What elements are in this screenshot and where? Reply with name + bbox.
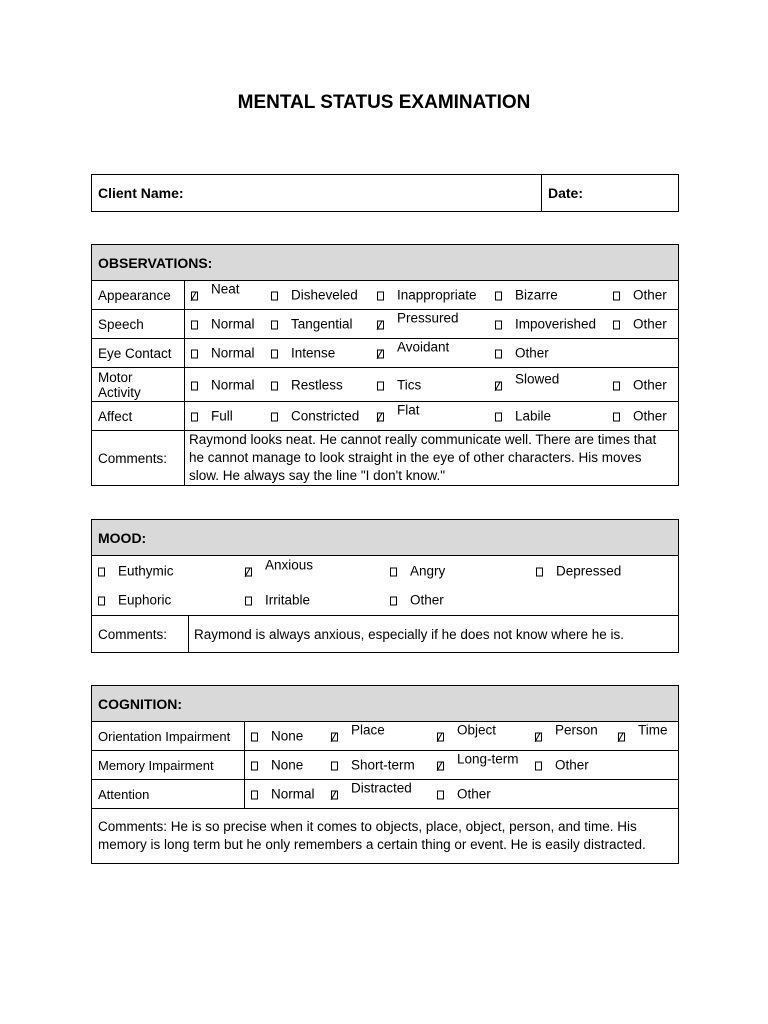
option-label: Labile [515, 408, 552, 424]
option-label: Inappropriate [397, 287, 477, 303]
options-cell [185, 402, 679, 431]
empty-box-icon[interactable] [245, 597, 252, 606]
checkbox-option[interactable] [495, 409, 551, 424]
checked-box-icon[interactable] [437, 762, 444, 771]
mood-header: MOOD: [92, 520, 679, 556]
empty-box-icon[interactable] [191, 381, 198, 390]
option-label: Place [351, 722, 385, 738]
table-row [92, 368, 679, 402]
cognition-header: COGNITION: [92, 686, 679, 722]
checkbox-option[interactable] [331, 722, 385, 744]
table-row [92, 431, 679, 486]
option-label: Avoidant [397, 339, 450, 355]
option-label: Pressured [397, 310, 459, 326]
option-label: Other [633, 287, 667, 303]
empty-box-icon[interactable] [271, 381, 278, 390]
page-title: MENTAL STATUS EXAMINATION [237, 92, 531, 113]
checkbox-option[interactable] [536, 564, 621, 579]
option-label: Bizarre [515, 287, 558, 303]
client-info-table [91, 174, 679, 212]
option-label: Other [633, 316, 667, 332]
empty-box-icon[interactable] [390, 597, 397, 606]
observations-header: OBSERVATIONS: [92, 245, 679, 281]
option-label: Normal [271, 786, 315, 802]
options-cell [185, 368, 679, 402]
row-label: Attention [92, 780, 245, 809]
empty-box-icon[interactable] [495, 413, 502, 422]
empty-box-icon[interactable] [271, 321, 278, 330]
checkbox-option[interactable] [495, 371, 560, 392]
empty-box-icon[interactable] [191, 321, 198, 330]
checkbox-option[interactable] [251, 729, 303, 744]
option-label: Tics [397, 377, 422, 392]
checkbox-option[interactable] [437, 787, 491, 802]
option-label: Euphoric [118, 592, 172, 608]
checkbox-option[interactable] [377, 310, 459, 332]
checkbox-option[interactable] [437, 722, 497, 744]
mood-comments[interactable]: Raymond is always anxious, especially if he does not know where he is. [189, 616, 679, 653]
checkbox-option[interactable] [377, 288, 477, 303]
option-label: Other [410, 592, 444, 608]
empty-box-icon[interactable] [331, 762, 338, 771]
option-label: Depressed [556, 563, 622, 579]
option-label: Anxious [265, 557, 314, 573]
checkbox-option[interactable] [331, 780, 412, 802]
checkbox-option[interactable] [271, 317, 353, 332]
option-label: Disheveled [291, 287, 358, 303]
option-label: Flat [397, 402, 420, 418]
options-cell [185, 310, 679, 339]
checkbox-option[interactable] [191, 346, 255, 361]
checkbox-option[interactable] [390, 593, 444, 608]
option-label: Object [457, 722, 497, 738]
checked-box-icon[interactable] [245, 568, 252, 577]
option-label: Normal [211, 316, 255, 332]
empty-box-icon[interactable] [377, 292, 384, 301]
checked-box-icon[interactable] [618, 733, 625, 742]
empty-box-icon[interactable] [251, 733, 258, 742]
table-row [92, 616, 679, 653]
table-row [92, 556, 679, 616]
options-cell [185, 281, 679, 310]
option-label: None [271, 757, 304, 773]
checkbox-option[interactable] [495, 346, 549, 361]
checked-box-icon[interactable] [331, 733, 338, 742]
options-cell [185, 339, 679, 368]
checkbox-option[interactable] [271, 346, 335, 361]
checkbox-option[interactable] [613, 377, 667, 392]
options-cell [245, 751, 679, 780]
empty-box-icon[interactable] [613, 292, 620, 301]
checkbox-option[interactable] [535, 758, 589, 773]
client-name-label: Client Name: [98, 185, 184, 201]
checkbox-option[interactable] [437, 751, 519, 773]
comments-label: Comments: [92, 616, 189, 653]
mood-options-cell [92, 556, 679, 616]
option-label: Other [555, 757, 589, 773]
option-label: Other [633, 377, 667, 392]
option-label: Time [638, 722, 668, 738]
empty-box-icon[interactable] [390, 568, 397, 577]
table-row [92, 809, 679, 864]
checked-box-icon[interactable] [377, 350, 384, 359]
empty-box-icon[interactable] [495, 350, 502, 359]
checkbox-option[interactable] [618, 722, 668, 744]
checkbox-option[interactable] [495, 288, 558, 303]
option-label: Angry [410, 563, 446, 579]
row-label: Appearance [92, 281, 185, 310]
empty-box-icon[interactable] [98, 597, 105, 606]
checkbox-option[interactable] [245, 557, 314, 579]
mood-table [91, 519, 679, 653]
checkbox-option[interactable] [377, 377, 421, 392]
observations-table [91, 244, 679, 486]
checked-box-icon[interactable] [495, 381, 502, 390]
checkbox-option[interactable] [271, 377, 343, 392]
checkbox-option[interactable] [191, 377, 255, 392]
option-label: Other [633, 408, 667, 424]
checked-box-icon[interactable] [377, 321, 384, 330]
checkbox-option[interactable] [535, 722, 598, 744]
empty-box-icon[interactable] [271, 292, 278, 301]
client-name-field[interactable] [92, 175, 542, 212]
checkbox-option[interactable] [191, 317, 255, 332]
option-label: Neat [211, 281, 240, 297]
checkbox-option[interactable] [271, 288, 358, 303]
row-label: Speech [92, 310, 185, 339]
option-label: Slowed [515, 371, 560, 386]
table-row [92, 281, 679, 310]
option-label: Restless [291, 377, 343, 392]
observations-comments[interactable]: Raymond looks neat. He cannot really communicate well. There are times that he cannot manage to look straight in the eye of other characters. His moves slow. He always say the line "I don't know." [185, 431, 679, 486]
option-label: Other [457, 786, 491, 802]
option-label: Euthymic [118, 563, 174, 579]
empty-box-icon[interactable] [271, 350, 278, 359]
empty-box-icon[interactable] [437, 791, 444, 800]
comments-label: Comments: [92, 431, 185, 486]
option-label: None [271, 728, 304, 744]
table-row [92, 402, 679, 431]
empty-box-icon[interactable] [495, 292, 502, 301]
option-label: Irritable [265, 592, 311, 608]
table-row [92, 722, 679, 751]
option-label: Normal [211, 345, 255, 361]
checkbox-option[interactable] [331, 758, 415, 773]
table-row [92, 780, 679, 809]
option-label: Impoverished [515, 316, 597, 332]
option-label: Long-term [457, 751, 519, 767]
checkbox-option[interactable] [390, 564, 445, 579]
row-label: Affect [92, 402, 185, 431]
empty-box-icon[interactable] [191, 413, 198, 422]
checkbox-option[interactable] [613, 317, 667, 332]
checkbox-option[interactable] [271, 409, 359, 424]
checkbox-option[interactable] [191, 281, 240, 303]
options-cell [245, 722, 679, 751]
checked-box-icon[interactable] [191, 292, 198, 301]
table-row [92, 339, 679, 368]
row-label: Orientation Impairment [92, 722, 245, 751]
checkbox-option[interactable] [98, 593, 171, 608]
cognition-table [91, 685, 679, 864]
empty-box-icon[interactable] [536, 568, 543, 577]
checkbox-option[interactable] [613, 288, 667, 303]
row-label: Eye Contact [92, 339, 185, 368]
checked-box-icon[interactable] [535, 733, 542, 742]
option-label: Constricted [291, 408, 360, 424]
empty-box-icon[interactable] [535, 762, 542, 771]
options-cell [245, 780, 679, 809]
checkbox-option[interactable] [98, 564, 174, 579]
date-field[interactable] [542, 175, 679, 212]
checkbox-option[interactable] [377, 402, 420, 424]
empty-box-icon[interactable] [613, 381, 620, 390]
option-label: Distracted [351, 780, 412, 796]
option-label: Person [555, 722, 598, 738]
checkbox-option[interactable] [377, 339, 450, 361]
date-label: Date: [548, 185, 584, 201]
checked-box-icon[interactable] [331, 791, 338, 800]
checkbox-option[interactable] [613, 409, 667, 424]
checked-box-icon[interactable] [377, 413, 384, 422]
checkbox-option[interactable] [251, 758, 303, 773]
cognition-comments[interactable]: Comments: He is so precise when it comes to objects, place, object, person, and time. His memory is long term but he only remembers a certain thing or event. He is easily distracted. [92, 809, 679, 864]
empty-box-icon[interactable] [613, 321, 620, 330]
checked-box-icon[interactable] [437, 733, 444, 742]
empty-box-icon[interactable] [613, 413, 620, 422]
table-row [92, 751, 679, 780]
checkbox-option[interactable] [191, 409, 233, 424]
checkbox-option[interactable] [245, 593, 310, 608]
empty-box-icon[interactable] [377, 381, 384, 390]
option-label: Other [515, 345, 549, 361]
option-label: Intense [291, 345, 336, 361]
row-label: Memory Impairment [92, 751, 245, 780]
empty-box-icon[interactable] [191, 350, 198, 359]
option-label: Normal [211, 377, 255, 392]
checkbox-option[interactable] [495, 317, 596, 332]
option-label: Full [211, 408, 233, 424]
row-label: Motor Activity [92, 368, 185, 402]
checkbox-option[interactable] [251, 787, 315, 802]
table-row [92, 310, 679, 339]
empty-box-icon[interactable] [251, 762, 258, 771]
empty-box-icon[interactable] [271, 413, 278, 422]
empty-box-icon[interactable] [98, 568, 105, 577]
empty-box-icon[interactable] [495, 321, 502, 330]
option-label: Short-term [351, 757, 415, 773]
option-label: Tangential [291, 316, 353, 332]
empty-box-icon[interactable] [251, 791, 258, 800]
